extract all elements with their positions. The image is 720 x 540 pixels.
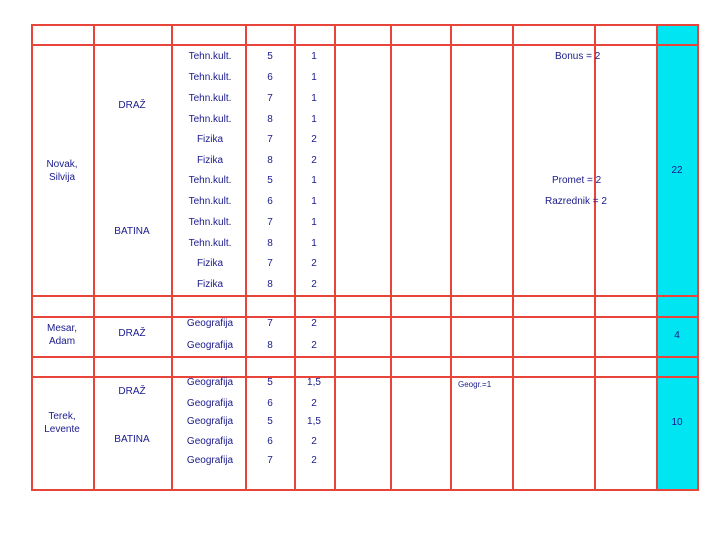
- grid-line: [31, 356, 699, 358]
- score-cell: 1: [311, 114, 317, 125]
- grade-cell: 8: [267, 155, 273, 166]
- grade-cell: 8: [267, 114, 273, 125]
- subject-cell: Geografija: [186, 318, 234, 329]
- score-cell: 2: [311, 258, 317, 269]
- subject-cell: Geografija: [186, 340, 234, 351]
- school-name: DRAŽ: [118, 100, 146, 111]
- subject-cell: Geografija: [186, 398, 234, 409]
- score-cell: 2: [311, 436, 317, 447]
- score-cell: 2: [311, 134, 317, 145]
- grade-cell: 7: [267, 134, 273, 145]
- score-cell: 2: [311, 318, 317, 329]
- score-cell: 1,5: [307, 377, 321, 388]
- score-cell: 1: [311, 51, 317, 62]
- subject-cell: Fizika: [196, 258, 224, 269]
- promet-note: Promet = 2: [552, 175, 602, 186]
- grade-cell: 7: [267, 217, 273, 228]
- score-cell: 1: [311, 72, 317, 83]
- score-cell: 1: [311, 196, 317, 207]
- grade-cell: 5: [267, 377, 273, 388]
- grade-cell: 8: [267, 340, 273, 351]
- score-cell: 1: [311, 93, 317, 104]
- subject-cell: Fizika: [196, 279, 224, 290]
- grid-line: [31, 376, 699, 378]
- grid-line: [512, 24, 514, 490]
- grid-line: [93, 24, 95, 490]
- school-name: BATINA: [114, 226, 150, 237]
- score-cell: 2: [311, 340, 317, 351]
- score-cell: 2: [311, 398, 317, 409]
- subject-cell: Geografija: [186, 455, 234, 466]
- grid-line: [334, 24, 336, 490]
- table-bottom-border: [31, 489, 699, 491]
- score-cell: 1: [311, 217, 317, 228]
- subject-cell: Tehn.kult.: [188, 175, 232, 186]
- student-name: Terek, Levente: [44, 411, 80, 435]
- subject-cell: Geografija: [186, 377, 234, 388]
- table-top-border: [31, 24, 699, 26]
- subject-cell: Geografija: [186, 416, 234, 427]
- grid-line: [31, 295, 699, 297]
- grid-line: [31, 316, 699, 318]
- grade-cell: 6: [267, 436, 273, 447]
- geogr-note: Geogr.=1: [458, 380, 492, 389]
- score-cell: 2: [311, 455, 317, 466]
- grade-cell: 8: [267, 279, 273, 290]
- grid-line: [390, 24, 392, 490]
- subject-cell: Tehn.kult.: [188, 72, 232, 83]
- grid-line: [171, 24, 173, 490]
- student-name: Novak, Silvija: [46, 159, 78, 183]
- school-name: DRAŽ: [118, 386, 146, 397]
- student-total: 4: [674, 330, 680, 341]
- grid-line: [294, 24, 296, 490]
- student-total: 10: [671, 417, 683, 428]
- grade-cell: 7: [267, 258, 273, 269]
- grade-cell: 8: [267, 238, 273, 249]
- bonus-note: Bonus = 2: [555, 51, 601, 62]
- school-name: DRAŽ: [118, 328, 146, 339]
- grade-cell: 7: [267, 93, 273, 104]
- grade-cell: 5: [267, 175, 273, 186]
- grade-cell: 6: [267, 72, 273, 83]
- subject-cell: Fizika: [196, 155, 224, 166]
- subject-cell: Tehn.kult.: [188, 114, 232, 125]
- grid-line: [697, 24, 699, 490]
- grade-cell: 7: [267, 318, 273, 329]
- grade-cell: 6: [267, 398, 273, 409]
- grade-cell: 5: [267, 416, 273, 427]
- grid-line: [245, 24, 247, 490]
- score-cell: 1: [311, 238, 317, 249]
- subject-cell: Tehn.kult.: [188, 196, 232, 207]
- grid-line: [594, 24, 596, 490]
- subject-cell: Tehn.kult.: [188, 51, 232, 62]
- grid-line: [31, 44, 699, 46]
- score-cell: 2: [311, 279, 317, 290]
- subject-cell: Tehn.kult.: [188, 217, 232, 228]
- student-name: Mesar, Adam: [46, 323, 77, 347]
- subject-cell: Fizika: [196, 134, 224, 145]
- grade-cell: 7: [267, 455, 273, 466]
- score-cell: 1,5: [307, 416, 321, 427]
- grid-line: [656, 24, 658, 490]
- grade-cell: 6: [267, 196, 273, 207]
- student-total: 22: [671, 165, 683, 176]
- grade-cell: 5: [267, 51, 273, 62]
- subject-cell: Tehn.kult.: [188, 93, 232, 104]
- school-name: BATINA: [114, 434, 150, 445]
- score-cell: 2: [311, 155, 317, 166]
- grid-line: [450, 24, 452, 490]
- score-cell: 1: [311, 175, 317, 186]
- subject-cell: Tehn.kult.: [188, 238, 232, 249]
- subject-cell: Geografija: [186, 436, 234, 447]
- razrednik-note: Razrednik = 2: [545, 196, 607, 207]
